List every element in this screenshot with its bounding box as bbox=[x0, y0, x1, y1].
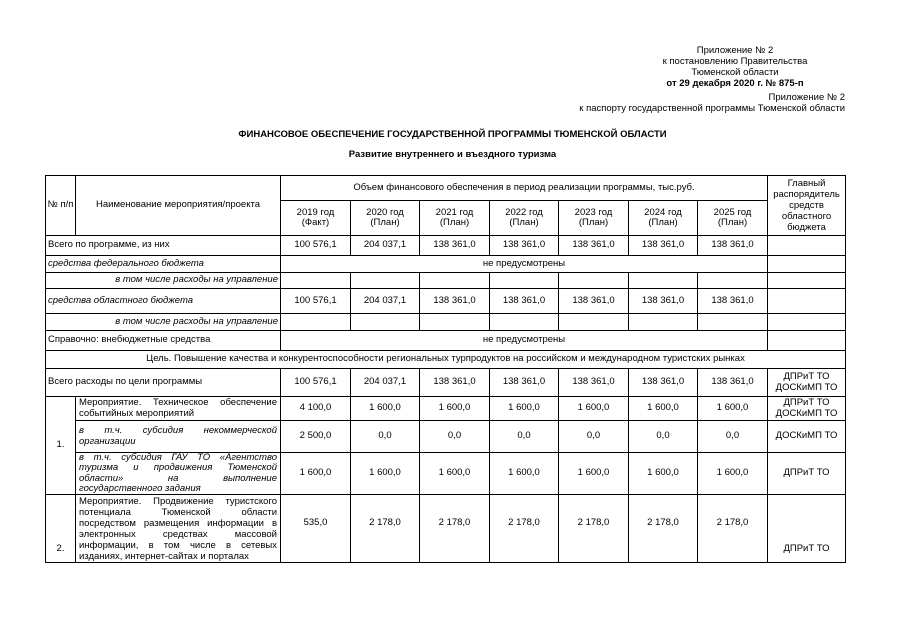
value-2020: 204 037,1 bbox=[351, 289, 420, 314]
header-year-2022 bbox=[490, 201, 559, 236]
row-label-regional-admin: в том числе расходы на управление bbox=[46, 314, 281, 331]
header-year-2024 bbox=[629, 201, 698, 236]
manager-cell bbox=[768, 256, 846, 273]
program-goal: Цель. Повышение качества и конкурентоспособности региональных турпродуктов на российском и международном туристских рынках bbox=[46, 351, 846, 369]
value-2020: 2 178,0 bbox=[351, 495, 420, 563]
item-description: Мероприятие. Продвижение туристского потенциала Тюменской области посредством размещения информации в электронных средствах массовой информации, в том числе в сетевых изданиях, интернет-сайтах и порталах bbox=[76, 495, 281, 563]
manager-name: ДОСКиМП ТО bbox=[775, 381, 838, 393]
value-2024: 138 361,0 bbox=[629, 236, 698, 256]
item-subsidy-description: в т.ч. субсидия некоммерческой организации bbox=[76, 421, 281, 453]
header-name: Наименование мероприятия/проекта bbox=[76, 176, 281, 236]
year-label: 2025 год bbox=[713, 206, 752, 218]
table-row bbox=[46, 369, 846, 397]
not-provided-note: не предусмотрены bbox=[281, 256, 768, 273]
header-year-2020 bbox=[351, 201, 420, 236]
value-2019: 100 576,1 bbox=[281, 289, 351, 314]
table-row bbox=[46, 273, 846, 289]
header-year-2023 bbox=[559, 201, 629, 236]
item-number: 2. bbox=[46, 495, 76, 563]
value-2021: 138 361,0 bbox=[420, 236, 490, 256]
manager-cell bbox=[768, 453, 846, 495]
value-2019 bbox=[281, 273, 351, 289]
value-2019: 1 600,0 bbox=[281, 453, 351, 495]
value-2020: 204 037,1 bbox=[351, 369, 420, 397]
manager-cell bbox=[768, 369, 846, 397]
value-2024 bbox=[629, 273, 698, 289]
year-label: 2019 год bbox=[296, 206, 335, 218]
manager-cell bbox=[768, 495, 846, 563]
value-2020: 204 037,1 bbox=[351, 236, 420, 256]
value-2022: 138 361,0 bbox=[490, 289, 559, 314]
value-2025: 138 361,0 bbox=[698, 236, 768, 256]
table-row bbox=[46, 495, 846, 563]
manager-name: ДОСКиМП ТО bbox=[775, 407, 838, 419]
value-2023: 1 600,0 bbox=[559, 397, 629, 421]
value-2023 bbox=[559, 314, 629, 331]
value-2024: 2 178,0 bbox=[629, 495, 698, 563]
value-2020: 1 600,0 bbox=[351, 453, 420, 495]
appendix-label: Приложение № 2 bbox=[696, 45, 774, 56]
year-label: 2020 год bbox=[366, 206, 404, 218]
year-kind: (План) bbox=[370, 217, 400, 228]
year-kind: (Факт) bbox=[301, 217, 330, 228]
value-2023: 138 361,0 bbox=[559, 236, 629, 256]
table-row bbox=[46, 236, 846, 256]
value-2019: 100 576,1 bbox=[281, 369, 351, 397]
value-2025: 2 178,0 bbox=[698, 495, 768, 563]
value-2025: 1 600,0 bbox=[698, 453, 768, 495]
value-2021: 138 361,0 bbox=[420, 289, 490, 314]
item-description: Мероприятие. Техническое обеспечение событийных мероприятий bbox=[76, 397, 281, 421]
row-label-federal-admin: в том числе расходы на управление bbox=[46, 273, 281, 289]
decree-reference: к постановлению Правительства bbox=[662, 56, 808, 67]
value-2023: 2 178,0 bbox=[559, 495, 629, 563]
value-2024: 1 600,0 bbox=[629, 453, 698, 495]
value-2024: 138 361,0 bbox=[629, 289, 698, 314]
table-row bbox=[46, 421, 846, 453]
decree-date: от 29 декабря 2020 г. № 875-п bbox=[666, 78, 804, 89]
header-manager: Главный распорядитель средств областного бюджета bbox=[768, 176, 846, 236]
manager-cell bbox=[768, 331, 846, 351]
value-2022: 0,0 bbox=[490, 421, 559, 453]
value-2021: 138 361,0 bbox=[420, 369, 490, 397]
header-year-2019 bbox=[281, 201, 351, 236]
passport-reference: к паспорту государственной программы Тюменской области bbox=[579, 103, 845, 114]
manager-name: ДПРиТ ТО bbox=[783, 542, 830, 554]
manager-name: ДПРиТ ТО bbox=[783, 397, 830, 408]
value-2024: 1 600,0 bbox=[629, 397, 698, 421]
value-2025 bbox=[698, 273, 768, 289]
row-label-extrabudget: Справочно: внебюджетные средства bbox=[46, 331, 281, 351]
value-2020: 1 600,0 bbox=[351, 397, 420, 421]
year-kind: (План) bbox=[509, 217, 539, 228]
value-2025 bbox=[698, 314, 768, 331]
value-2022 bbox=[490, 314, 559, 331]
header-funding: Объем финансового обеспечения в период реализации программы, тыс.руб. bbox=[281, 176, 768, 201]
table-row bbox=[46, 289, 846, 314]
value-2020: 0,0 bbox=[351, 421, 420, 453]
goal-row bbox=[46, 351, 846, 369]
row-label-federal: средства федерального бюджета bbox=[46, 256, 281, 273]
value-2024: 138 361,0 bbox=[629, 369, 698, 397]
value-2021 bbox=[420, 314, 490, 331]
value-2022: 138 361,0 bbox=[490, 369, 559, 397]
manager-cell bbox=[768, 236, 846, 256]
value-2021: 2 178,0 bbox=[420, 495, 490, 563]
value-2024: 0,0 bbox=[629, 421, 698, 453]
manager-cell bbox=[768, 289, 846, 314]
value-2023: 1 600,0 bbox=[559, 453, 629, 495]
year-label: 2022 год bbox=[505, 206, 543, 218]
program-name: Развитие внутреннего и въездного туризма bbox=[348, 149, 557, 160]
row-label-goal-total: Всего расходы по цели программы bbox=[46, 369, 281, 397]
value-2025: 0,0 bbox=[698, 421, 768, 453]
value-2019 bbox=[281, 314, 351, 331]
item-subsidy-description: в т.ч. субсидия ГАУ ТО «Агентство туризма и продвижения Тюменской области» на выполнение государственного задания bbox=[76, 453, 281, 495]
row-label-regional: средства областного бюджета bbox=[46, 289, 281, 314]
not-provided-note: не предусмотрены bbox=[281, 331, 768, 351]
value-2025: 138 361,0 bbox=[698, 369, 768, 397]
manager-name: ДПРиТ ТО bbox=[783, 467, 830, 479]
manager-name: ДПРиТ ТО bbox=[783, 371, 830, 382]
value-2022: 1 600,0 bbox=[490, 453, 559, 495]
value-2019: 535,0 bbox=[281, 495, 351, 563]
value-2023 bbox=[559, 273, 629, 289]
year-label: 2021 год bbox=[435, 206, 474, 218]
value-2019: 2 500,0 bbox=[281, 421, 351, 453]
value-2023: 0,0 bbox=[559, 421, 629, 453]
header-num: № п/п bbox=[46, 176, 76, 236]
manager-cell bbox=[768, 421, 846, 453]
document-title: ФИНАНСОВОЕ ОБЕСПЕЧЕНИЕ ГОСУДАРСТВЕННОЙ ПРОГРАММЫ ТЮМЕНСКОЙ ОБЛАСТИ bbox=[238, 129, 667, 140]
value-2025: 138 361,0 bbox=[698, 289, 768, 314]
year-kind: (План) bbox=[648, 217, 678, 228]
table-row bbox=[46, 397, 846, 421]
header-year-2025 bbox=[698, 201, 768, 236]
value-2021: 1 600,0 bbox=[420, 453, 490, 495]
value-2020 bbox=[351, 273, 420, 289]
manager-cell bbox=[768, 314, 846, 331]
value-2025: 1 600,0 bbox=[698, 397, 768, 421]
manager-name: ДОСКиМП ТО bbox=[775, 430, 838, 442]
value-2023: 138 361,0 bbox=[559, 289, 629, 314]
decree-region: Тюменской области bbox=[691, 67, 779, 78]
passport-appendix-label: Приложение № 2 bbox=[768, 92, 845, 103]
header-row bbox=[46, 176, 846, 201]
value-2019: 100 576,1 bbox=[281, 236, 351, 256]
value-2022: 2 178,0 bbox=[490, 495, 559, 563]
year-label: 2023 год bbox=[574, 206, 613, 218]
year-label: 2024 год bbox=[644, 206, 682, 218]
value-2021 bbox=[420, 273, 490, 289]
year-kind: (План) bbox=[439, 217, 470, 228]
table-row bbox=[46, 314, 846, 331]
value-2021: 0,0 bbox=[420, 421, 490, 453]
value-2024 bbox=[629, 314, 698, 331]
year-kind: (План) bbox=[578, 217, 609, 228]
financing-table bbox=[45, 175, 846, 563]
year-kind: (План) bbox=[717, 217, 748, 228]
header-year-2021 bbox=[420, 201, 490, 236]
value-2021: 1 600,0 bbox=[420, 397, 490, 421]
value-2022: 1 600,0 bbox=[490, 397, 559, 421]
value-2023: 138 361,0 bbox=[559, 369, 629, 397]
passport-appendix-block bbox=[579, 92, 845, 114]
value-2022 bbox=[490, 273, 559, 289]
value-2022: 138 361,0 bbox=[490, 236, 559, 256]
value-2019: 4 100,0 bbox=[281, 397, 351, 421]
row-label-program-total: Всего по программе, из них bbox=[46, 236, 281, 256]
decree-appendix-block bbox=[625, 45, 845, 89]
table-row bbox=[46, 256, 846, 273]
table-row bbox=[46, 453, 846, 495]
table-row bbox=[46, 331, 846, 351]
value-2020 bbox=[351, 314, 420, 331]
manager-cell bbox=[768, 397, 846, 421]
item-number: 1. bbox=[46, 397, 76, 495]
manager-cell bbox=[768, 273, 846, 289]
